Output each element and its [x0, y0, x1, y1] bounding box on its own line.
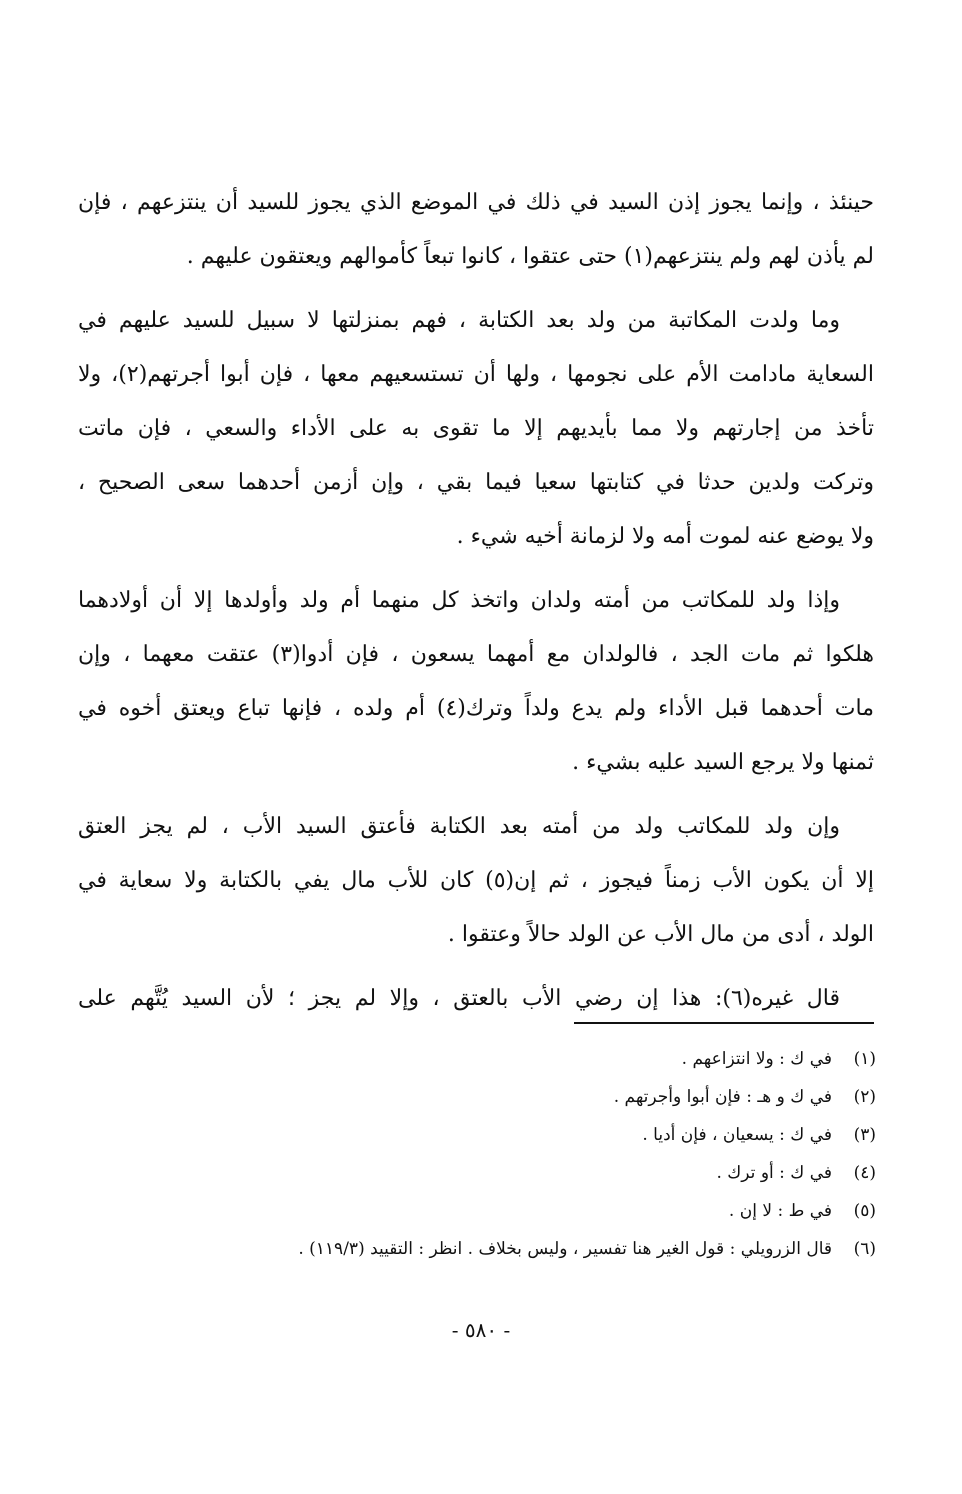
- footnote-4: [120, 1154, 876, 1192]
- text-line: السعاية مادامت الأم على نجومها ، ولها أن تستسعيهم معها ، فإن أبوا أجرتهم(٢)، ولا: [78, 362, 874, 387]
- footnote-2: [120, 1078, 876, 1116]
- text-line: مات أحدهما قبل الأداء ولم يدع ولداً وترك(٤) أم ولده ، فإنها تباع ويعتق أخوه في: [78, 696, 874, 721]
- paragraph-2: [78, 294, 874, 564]
- paragraph-1: [78, 176, 874, 284]
- footnote-text: في ط : لا إن .: [728, 1201, 832, 1221]
- footnote-text: في ك : يسعيان ، فإن أديا .: [642, 1125, 832, 1145]
- text-line: لم يأذن لهم ولم ينتزعهم(١) حتى عتقوا ، كانوا تبعاً كأموالهم ويعتقون عليهم .: [186, 244, 874, 269]
- text-line: هلكوا ثم مات الجد ، فالولدان مع أمهما يسعون ، فإن أدوا(٣) عتقت معهما ، وإن: [78, 642, 874, 667]
- text-line: وإذا ولد للمكاتب من أمته ولدان واتخذ كل منهما أم ولد وأولدها إلا أن أولادهما: [78, 588, 840, 613]
- text-line: تأخذ من إجارتهم ولا مما بأيديهم إلا ما تقوى به على الأداء والسعي ، فإن ماتت: [78, 416, 874, 441]
- text-line: قال غيره(٦): هذا إن رضي الأب بالعتق ، وإلا لم يجز ؛ لأن السيد يُتَّهم على: [78, 986, 840, 1011]
- paragraph-4: [78, 800, 874, 962]
- paragraph-3: [78, 574, 874, 790]
- page-number: - ٥٨٠ -: [451, 1318, 511, 1342]
- footnote-number: (٤): [853, 1163, 876, 1183]
- footnote-number: (٥): [853, 1201, 876, 1221]
- footnote-number: (١): [853, 1049, 876, 1069]
- text-line: حينئذ ، وإنما يجوز إذن السيد في ذلك في الموضع الذي يجوز للسيد أن ينتزعهم ، فإن: [78, 190, 874, 215]
- footnote-number: (٣): [853, 1125, 876, 1145]
- footnote-separator: [574, 1022, 874, 1024]
- footnote-5: [120, 1192, 876, 1230]
- footnotes: [120, 1040, 876, 1268]
- footnote-3: [120, 1116, 876, 1154]
- main-text: [78, 176, 874, 1036]
- footnote-text: في ك : ولا انتزاعهم .: [681, 1049, 832, 1069]
- text-line: ثمنها ولا يرجع السيد عليه بشيء .: [572, 750, 874, 775]
- footnote-number: (٢): [853, 1087, 876, 1107]
- text-line: وما ولدت المكاتبة من ولد بعد الكتابة ، فهم بمنزلتها لا سبيل للسيد عليهم في: [78, 308, 840, 333]
- text-line: إلا أن يكون الأب زمناً فيجوز ، ثم إن(٥) كان للأب مال يفي بالكتابة ولا سعاية في: [78, 868, 874, 893]
- text-line: وإن ولد للمكاتب ولد من أمته بعد الكتابة فأعتق السيد الأب ، لم يجز العتق: [78, 814, 840, 839]
- paragraph-5: [78, 972, 874, 1026]
- footnote-text: في ك : أو ترك .: [716, 1163, 832, 1183]
- footnote-number: (٦): [853, 1239, 876, 1259]
- footnote-text: قال الزرويلي : قول الغير هنا تفسير ، وليس بخلاف . انظر : التقييد (١١٩/٣) .: [298, 1239, 832, 1259]
- footnote-1: [120, 1040, 876, 1078]
- text-line: ولا يوضع عنه لموت أمه ولا لزمانة أخيه شيء .: [456, 524, 874, 549]
- footnote-6: [120, 1230, 876, 1268]
- footnote-text: في ك و هـ : فإن أبوا وأجرتهم .: [613, 1087, 832, 1107]
- text-line: الولد ، أدى من مال الأب عن الولد حالاً وعتقوا .: [447, 922, 874, 947]
- text-line: وتركت ولدين حدثا في كتابتها سعيا فيما بقي ، وإن أزمن أحدهما سعى الصحيح ،: [78, 470, 874, 495]
